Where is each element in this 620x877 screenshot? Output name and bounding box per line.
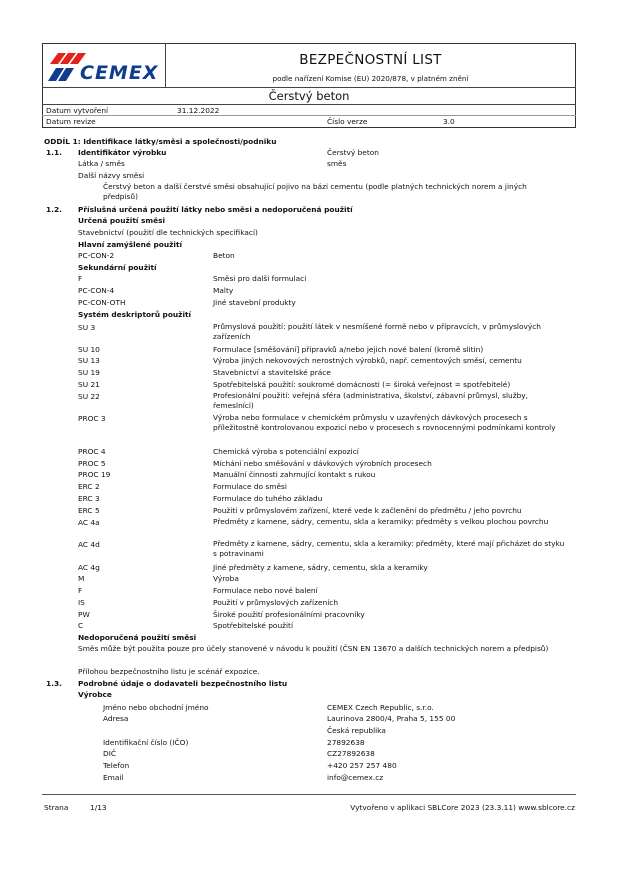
descriptor-desc: Široké použití profesionálními pracovníky [213,610,365,619]
supplier-label: Identifikační číslo (IČO) [103,738,189,747]
main-use-code: PC-CON-2 [78,251,115,260]
document-title: BEZPEČNOSTNÍ LIST [299,52,442,68]
descriptor-desc: Spotřebitelská použití: soukromé domácnosti (= široká veřejnost = spotřebitelé) [213,380,511,389]
s11-number: 1.1. [46,148,62,157]
secondary-use-code: F [78,274,83,283]
version-label: Číslo verze [327,117,368,126]
page-label: Strana [44,803,69,812]
page-number: 1/13 [90,803,107,812]
section-1-title: ODDÍL 1: Identifikace látky/směsi a společnosti/podniku [44,137,277,146]
descriptor-code: SU 10 [78,345,100,354]
s11-other-names-text: Čerstvý beton a další čerstvé směsi obsahující pojivo na bázi cementu (podle platných technických norem a jiných předpisů) [103,182,527,202]
supplier-value: Česká republika [327,726,386,735]
supplier-label: DIČ [103,749,117,758]
descriptor-code: AC 4d [78,540,100,549]
descriptor-code: F [78,586,83,595]
intended-text: Stavebnictví (použití dle technických specifikací) [78,228,258,237]
descriptor-desc: Výroba nebo formulace v chemickém průmyslu v uzavřených dávkových procesech s příležitostně kontrolovanou expozicí nebo v procesech s rovnocennými podmínkami kontroly [213,413,556,433]
supplier-label: Jméno nebo obchodní jméno [103,703,209,712]
s11-product-value: Čerstvý beton [327,148,379,157]
descriptor-desc: Výroba jiných nekovových nerostných výrobků, např. cementových směsí, cementu [213,356,522,365]
descriptor-code: M [78,574,85,583]
supplier-value: Laurinova 2800/4, Praha 5, 155 00 [327,714,456,723]
descriptor-code: C [78,621,84,630]
descriptor-desc: Manuální činnosti zahrnující kontakt s rukou [213,470,376,479]
intended-heading: Určená použití směsi [78,216,166,225]
not-recommended-text: Směs může být použita pouze pro účely stanovené v návodu k použití (ČSN EN 13670 a dalších technických norem a předpisů) [78,644,549,653]
descriptor-desc: Míchání nebo směšování v dávkových výrobních procesech [213,459,432,468]
s12-number: 1.2. [46,205,62,214]
descriptor-desc: Výroba [213,574,239,583]
descriptor-code: SU 13 [78,356,100,365]
descriptor-desc: Profesionální použití: veřejná sféra (administrativa, školství, zábavní průmysl, služby, řemeslníci) [213,391,528,411]
supplier-heading: Výrobce [78,690,112,699]
supplier-email[interactable]: info@cemex.cz [327,773,384,782]
secondary-use-code: PC-CON-4 [78,286,115,295]
descriptor-desc: Formulace nebo nové balení [213,586,318,595]
descriptor-code: SU 21 [78,380,100,389]
descriptor-desc: Průmyslová použití: použití látek v nesmíšené formě nebo v přípravcích, v průmyslových zařízeních [213,322,541,342]
descriptor-code: AC 4g [78,563,100,572]
descriptor-code: ERC 5 [78,506,100,515]
s11-type-value: směs [327,159,347,168]
descriptor-code: AC 4a [78,518,100,527]
supplier-label: Telefon [103,761,130,770]
generator-note: Vytvořeno v aplikaci SBLCore 2023 (23.3.11) www.sblcore.cz [350,803,575,812]
descriptor-code: PROC 19 [78,470,111,479]
secondary-use-desc: Směsi pro další formulaci [213,274,307,283]
supplier-label: Email [103,773,124,782]
footer-rule [42,794,576,795]
cemex-logo [46,50,161,84]
descriptor-code: SU 19 [78,368,100,377]
created-value: 31.12.2022 [177,106,220,115]
descriptor-code: IS [78,598,85,607]
s12-title: Příslušná určená použití látky nebo směsi a nedoporučená použití [78,205,353,214]
descriptor-desc: Formulace do tuhého základu [213,494,323,503]
s13-title: Podrobné údaje o dodavateli bezpečnostního listu [78,679,288,688]
main-use-desc: Beton [213,251,235,260]
descriptor-code: PROC 3 [78,414,106,423]
descriptor-desc: Formulace [směšování] přípravků a/nebo jejich nové balení (kromě slitin) [213,345,484,354]
supplier-value: CZ27892638 [327,749,375,758]
descriptor-code: PW [78,610,90,619]
version-value: 3.0 [443,117,455,126]
descriptor-desc: Chemická výroba s potenciální expozicí [213,447,359,456]
s13-number: 1.3. [46,679,62,688]
descriptor-desc: Předměty z kamene, sádry, cementu, skla a keramiky: předměty, které mají přicházet do styku s potravinami [213,539,565,559]
descriptors-heading: Systém deskriptorů použití [78,310,192,319]
descriptor-code: PROC 5 [78,459,106,468]
descriptor-code: ERC 3 [78,494,100,503]
descriptor-desc: Formulace do směsi [213,482,287,491]
product-name: Čerstvý beton [268,89,350,103]
revision-label: Datum revize [46,117,96,126]
header-rule-3 [42,115,576,116]
secondary-use-code: PC-CON-OTH [78,298,126,307]
annex-text: Přílohou bezpečnostního listu je scénář expozice. [78,667,260,676]
s11-title: Identifikátor výrobku [78,148,167,157]
supplier-value: CEMEX Czech Republic, s.r.o. [327,703,434,712]
descriptor-desc: Použití v průmyslových zařízeních [213,598,339,607]
created-label: Datum vytvoření [46,106,109,115]
descriptor-desc: Použití v průmyslovém zařízení, které vede k začlenění do předmětu / jeho povrchu [213,506,522,515]
descriptor-desc: Předměty z kamene, sádry, cementu, skla a keramiky: předměty s velkou plochou povrchu [213,517,549,526]
main-use-heading: Hlavní zamýšlené použití [78,240,183,249]
secondary-use-desc: Malty [213,286,234,295]
descriptor-desc: Spotřebitelské použití [213,621,294,630]
descriptor-code: SU 22 [78,392,100,401]
descriptor-code: ERC 2 [78,482,100,491]
supplier-value: +420 257 257 480 [327,761,397,770]
regulation-note: podle nařízení Komise (EU) 2020/878, v platném znění [272,74,469,83]
descriptor-desc: Jiné předměty z kamene, sádry, cementu, skla a keramiky [213,563,428,572]
secondary-use-desc: Jiné stavební produkty [213,298,296,307]
s11-type-label: Látka / směs [78,159,125,168]
supplier-value: 27892638 [327,738,365,747]
logo-wordmark: CEMEX [80,62,159,84]
supplier-label: Adresa [103,714,129,723]
descriptor-code: SU 3 [78,323,96,332]
not-recommended-heading: Nedoporučená použití směsi [78,633,197,642]
descriptor-code: PROC 4 [78,447,106,456]
s11-other-names-label: Další názvy směsi [78,171,145,180]
header-rule-1 [42,87,576,88]
descriptor-desc: Stavebnictví a stavitelské práce [213,368,331,377]
header-rule-2 [42,104,576,105]
secondary-use-heading: Sekundární použití [78,263,157,272]
